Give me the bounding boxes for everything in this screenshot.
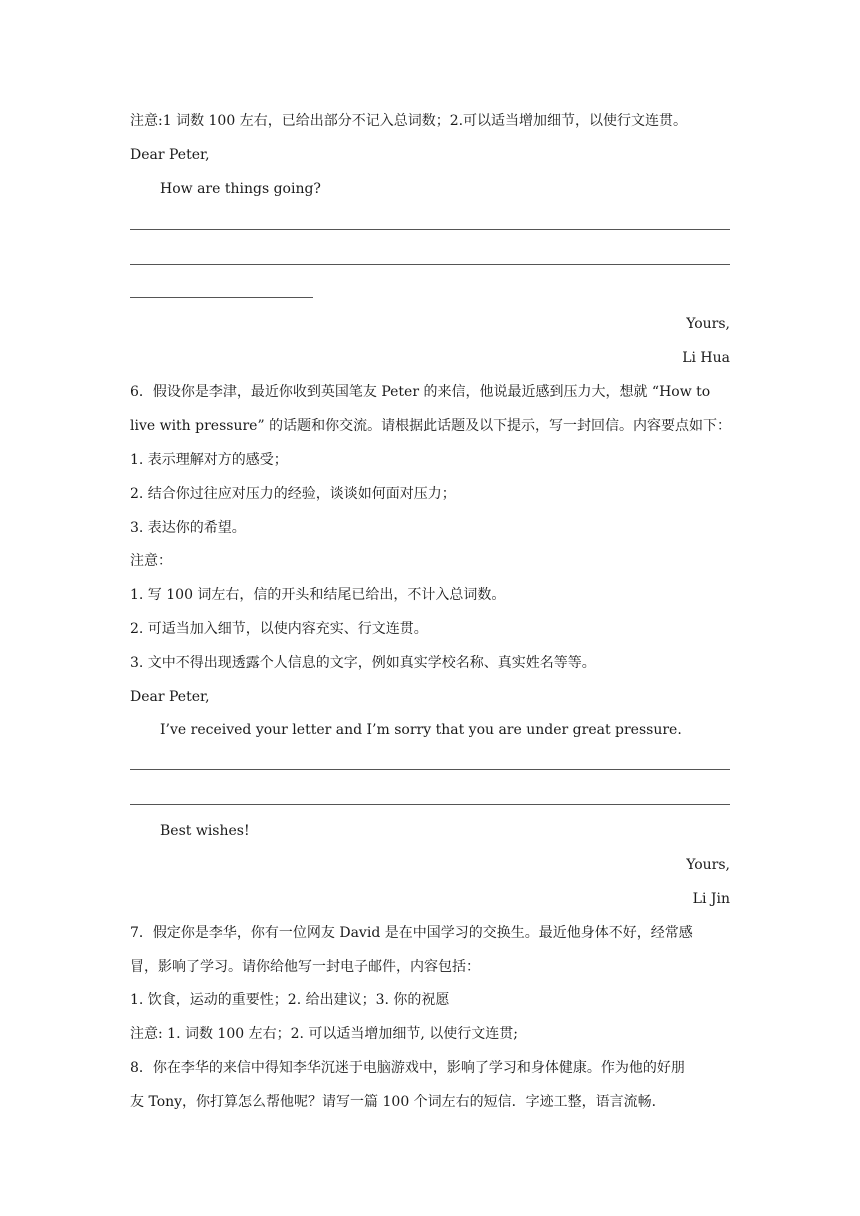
q6-note: 3. 文中不得出现透露个人信息的文字，例如真实学校名称、真实姓名等等。 xyxy=(130,655,596,671)
q7-points: 1. 饮食，运动的重要性；2. 给出建议；3. 你的祝愿 xyxy=(130,992,450,1008)
q7-prompt-line1: 7．假定你是李华，你有一位网友 David 是在中国学习的交换生。最近他身体不好，经常感 xyxy=(130,925,693,941)
q6-opening: I’ve received your letter and I’m sorry that you are under great pressure. xyxy=(160,722,682,738)
q6-closing: Yours, xyxy=(686,857,730,873)
q8-prompt-line1: 8．你在李华的来信中得知李华沉迷于电脑游戏中，影响了学习和身体健康。作为他的好朋 xyxy=(130,1060,685,1076)
q6-point: 3. 表达你的希望。 xyxy=(130,520,246,536)
q6-note: 2. 可适当加入细节，以使内容充实、行文连贯。 xyxy=(130,621,428,637)
q7-prompt-line2: 冒，影响了学习。请你给他写一封电子邮件，内容包括： xyxy=(130,959,480,975)
q6-best-wishes: Best wishes! xyxy=(160,823,250,839)
q6-note: 1. 写 100 词左右，信的开头和结尾已给出，不计入总词数。 xyxy=(130,587,506,603)
answer-line xyxy=(130,297,313,298)
answer-line xyxy=(130,804,730,805)
q6-prompt-line2: live with pressure” 的话题和你交流。请根据此话题及以下提示，写一封回信。内容要点如下： xyxy=(130,418,732,434)
q8-prompt-line2: 友 Tony，你打算怎么帮他呢？请写一篇 100 个词左右的短信．字迹工整，语言流畅． xyxy=(130,1094,666,1110)
q5-opening: How are things going? xyxy=(160,181,321,197)
answer-line xyxy=(130,264,730,265)
answer-line xyxy=(130,229,730,230)
q6-point: 1. 表示理解对方的感受； xyxy=(130,452,288,468)
answer-line xyxy=(130,769,730,770)
q7-note: 注意: 1. 词数 100 左右；2. 可以适当增加细节, 以使行文连贯; xyxy=(130,1026,519,1042)
q5-greeting: Dear Peter, xyxy=(130,147,210,163)
q5-note: 注意:1 词数 100 左右，已给出部分不记入总词数；2.可以适当增加细节，以使行文连贯。 xyxy=(130,113,688,129)
q6-signature: Li Jin xyxy=(692,891,730,907)
q6-greeting: Dear Peter, xyxy=(130,689,210,705)
q5-signature: Li Hua xyxy=(682,350,730,366)
q5-closing: Yours, xyxy=(686,316,730,332)
q6-notes-title: 注意： xyxy=(130,553,172,569)
q6-point: 2. 结合你过往应对压力的经验，谈谈如何面对压力； xyxy=(130,486,456,502)
q6-prompt-line1: 6．假设你是李津，最近你收到英国笔友 Peter 的来信，他说最近感到压力大，想就 “How to xyxy=(130,384,711,400)
